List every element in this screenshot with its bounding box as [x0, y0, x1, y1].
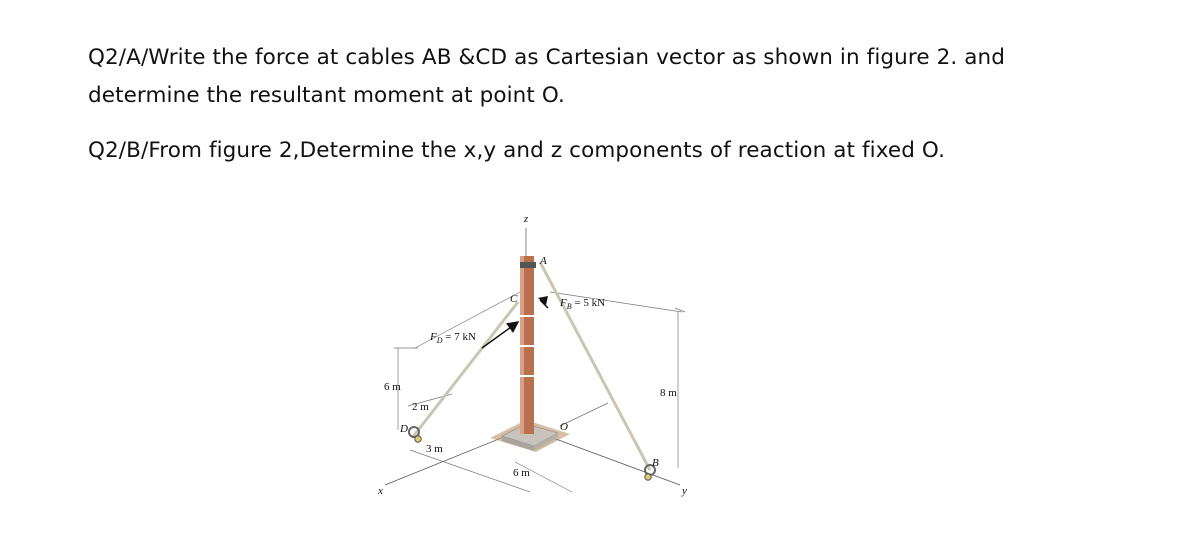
point-b-label: B	[652, 457, 659, 469]
force-d-label: $F_D = 7$ kN	[430, 331, 476, 345]
dimension-6m-left: 6 m	[384, 381, 401, 393]
cable-cd	[412, 302, 518, 438]
force-b-label: $F_B = 5$ kN	[560, 297, 606, 311]
z-axis-label: z	[523, 213, 529, 225]
question-part-a: Q2/A/Write the force at cables AB &CD as Cartesian vector as shown in figure 2. and determine the resultant moment at point O.	[88, 45, 1006, 108]
dimension-2m: 2 m	[412, 401, 429, 413]
dimension-6m-bottom: 6 m	[513, 467, 530, 479]
point-o-label: O	[560, 421, 568, 433]
point-d-label: D	[400, 423, 408, 435]
y-axis-label: y	[682, 485, 687, 497]
point-a-label: A	[540, 255, 547, 267]
question-part-b: Q2/B/From figure 2,Determine the x,y and z components of reaction at fixed O.	[88, 138, 946, 163]
point-c-label: C	[510, 293, 518, 305]
figure-2-pole-diagram	[360, 200, 720, 500]
dimension-3m: 3 m	[426, 443, 443, 455]
dimension-8m: 8 m	[660, 387, 677, 399]
x-axis-label: x	[378, 485, 383, 497]
dimension-lines	[394, 292, 685, 492]
pole	[519, 256, 536, 434]
